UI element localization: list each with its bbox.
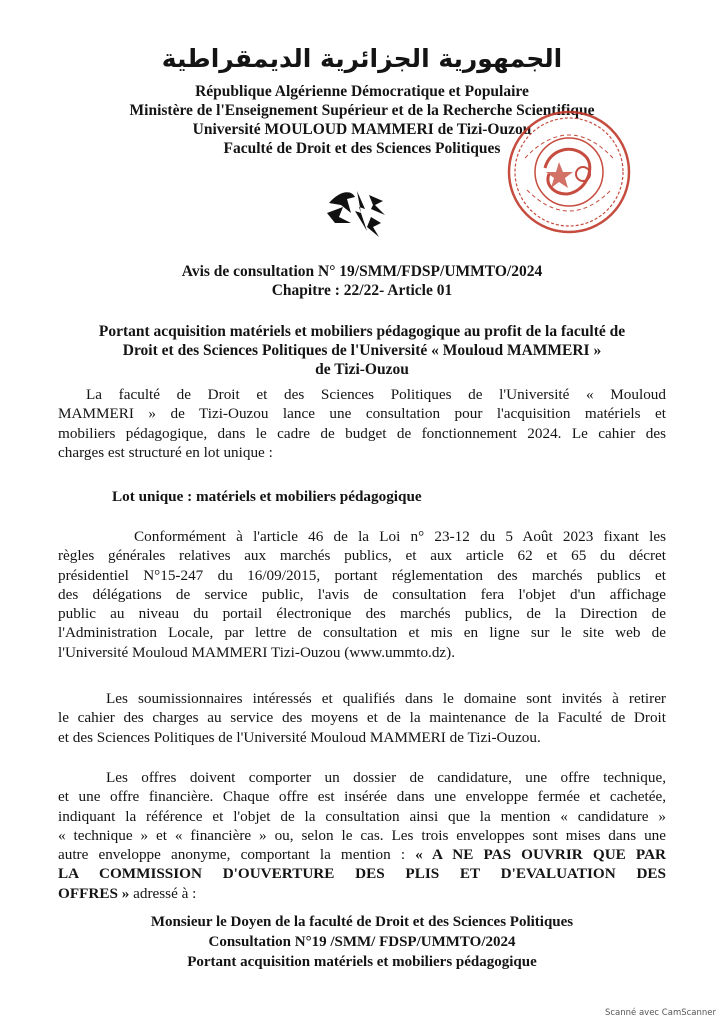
lot-label: Lot unique : matériels et mobiliers pédagogique xyxy=(112,488,422,505)
offers-line-5-bold: « A NE PAS OUVRIR QUE PAR xyxy=(415,846,666,864)
subject-line-3: de Tizi-Ouzou xyxy=(315,361,409,378)
closing-reference: Consultation N°19 /SMM/ FDSP/UMMTO/2024 xyxy=(208,934,516,950)
conformity-line: présidentiel N°15-247 du 16/09/2015, portant réglementation des marchés publics et xyxy=(58,566,666,584)
offers-paragraph xyxy=(58,768,666,903)
header-faculty: Faculté de Droit et des Sciences Politiques xyxy=(223,140,501,157)
subject-line-2: Droit et des Sciences Politiques de l'Université « Mouloud MAMMERI » xyxy=(122,342,602,359)
conformity-line: Conformément à l'article 46 de la Loi n° 23-12 du 5 Août 2023 fixant les xyxy=(134,528,666,545)
conformity-paragraph xyxy=(58,527,666,662)
official-seal-icon xyxy=(505,108,633,236)
intro-line: charges est structuré en lot unique : xyxy=(58,443,273,461)
closing-subject: Portant acquisition matériels et mobiliers pédagogique xyxy=(187,954,537,970)
intro-line: La faculté de Droit et des Sciences Politiques de l'Université « Mouloud xyxy=(86,386,666,403)
offers-line-5-text: autre enveloppe anonyme, comportant la mention : xyxy=(58,846,416,864)
notice-chapter: Chapitre : 22/22- Article 01 xyxy=(271,282,453,299)
bidders-line: Les soumissionnaires intéressés et qualifiés dans le domaine sont invités à retirer xyxy=(106,690,666,707)
subject-line-1: Portant acquisition matériels et mobiliers pédagogique au profit de la faculté de xyxy=(98,323,626,340)
intro-line: MAMMERI » de Tizi-Ouzou lance une consultation pour l'acquisition matériels et xyxy=(58,405,666,423)
arabic-header: الجمهورية الجزائرية الديمقراطية xyxy=(161,44,563,73)
header-university: Université MOULOUD MAMMERI de Tizi-Ouzou xyxy=(192,121,532,138)
offers-line-7 xyxy=(58,884,666,903)
offers-line: Les offres doivent comporter un dossier de candidature, une offre technique, xyxy=(106,769,666,786)
header-republic: République Algérienne Démocratique et Populaire xyxy=(195,83,529,100)
conformity-line: l'Administration Locale, par lettre de consultation et mis en ligne sur le site web de xyxy=(58,624,666,642)
offers-line: et une offre financière. Chaque offre est insérée dans une enveloppe fermée et cachetée, xyxy=(58,788,666,806)
notice-title: Avis de consultation N° 19/SMM/FDSP/UMMTO/2024 xyxy=(181,263,543,280)
offers-line: « technique » et « financière » ou, selon le cas. Les trois enveloppes sont mises dans une xyxy=(58,826,666,844)
conformity-line: public au niveau du portail électronique des marchés publics, de la Direction de xyxy=(58,605,666,623)
bidders-line: et des Sciences Politiques de l'Université Mouloud MAMMERI de Tizi-Ouzou. xyxy=(58,728,541,746)
conformity-line: règles générales relatives aux marchés publics, et aux article 62 et 65 du décret xyxy=(58,547,666,565)
subject-heading xyxy=(60,322,664,379)
closing-block xyxy=(60,912,664,972)
closing-addressee: Monsieur le Doyen de la faculté de Droit et des Sciences Politiques xyxy=(150,914,574,930)
scanner-watermark: Scanné avec CamScanner xyxy=(604,1008,716,1018)
bidders-line: le cahier des charges au service des moyens et de la maintenance de la Faculté de Droit xyxy=(58,709,666,727)
offers-line: indiquant la référence et l'objet de la consultation ainsi que la mention « candidature » xyxy=(58,807,666,825)
intro-line: mobiliers pédagogique, dans le cadre de budget de fonctionnement 2024. Le cahier des xyxy=(58,424,666,442)
offers-line-6-bold: LA COMMISSION D'OUVERTURE DES PLIS ET D'EVALUATION DES xyxy=(58,865,666,883)
conformity-line: des délégations de service public, l'avis de consultation fera l'objet d'un affichage xyxy=(58,585,666,603)
notice-heading xyxy=(60,262,664,300)
offers-line-5 xyxy=(58,845,666,864)
offers-line-7-bold: OFFRES » xyxy=(58,884,130,902)
offers-line-7-text: adressé à : xyxy=(129,884,197,902)
university-logo-icon xyxy=(321,183,391,243)
intro-paragraph xyxy=(58,385,666,462)
conformity-line: l'Université Mouloud MAMMERI Tizi-Ouzou (www.ummto.dz). xyxy=(58,643,456,661)
header-ministry: Ministère de l'Enseignement Supérieur et de la Recherche Scientifique xyxy=(129,102,595,119)
bidders-paragraph xyxy=(58,689,666,747)
